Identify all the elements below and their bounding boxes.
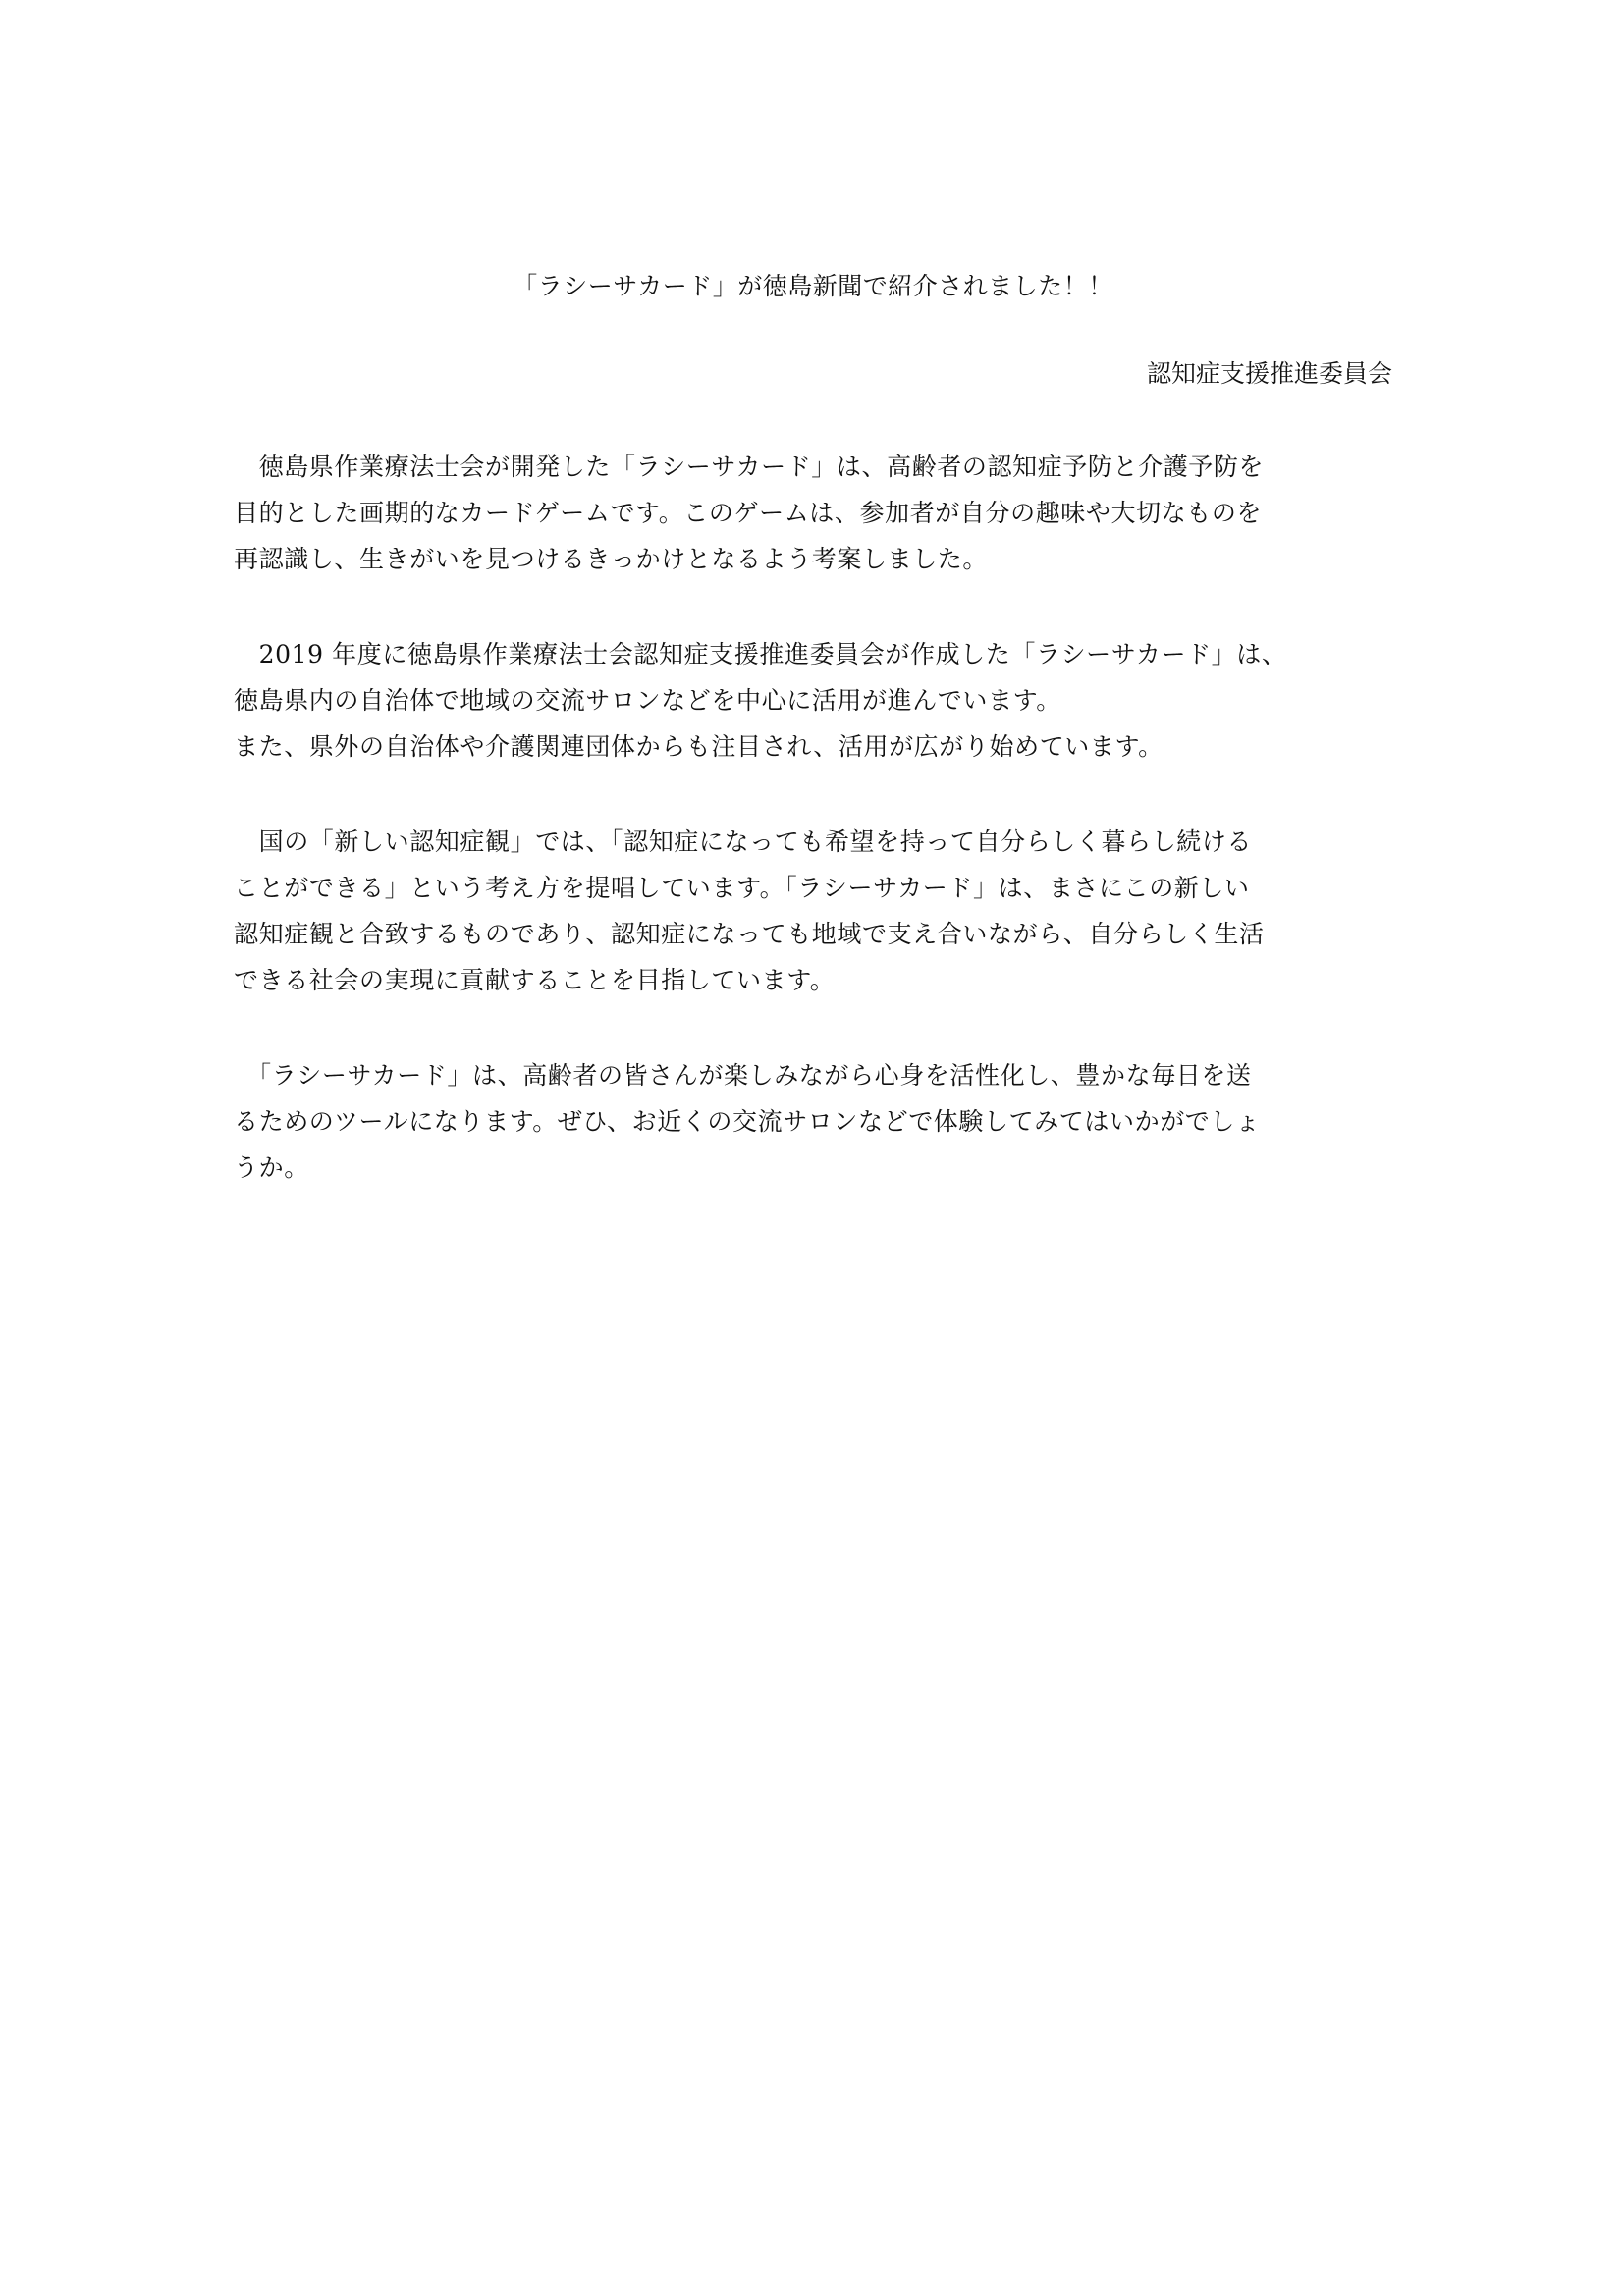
paragraph-line: 「ラシーサカード」は、高齢者の皆さんが楽しみながら心身を活性化し、豊かな毎日を送 bbox=[234, 1061, 1252, 1090]
paragraph-2 bbox=[234, 631, 1392, 770]
paragraph-line: ことができる」という考え方を提唱しています。「ラシーサカード」は、まさにこの新しい bbox=[234, 874, 1250, 902]
paragraph-line: 目的とした画期的なカードゲームです。このゲームは、参加者が自分の趣味や大切なものを bbox=[234, 499, 1263, 527]
paragraph-line: 徳島県作業療法士会が開発した「ラシーサカード」は、高齢者の認知症予防と介護予防を bbox=[234, 453, 1265, 481]
paragraph-line: 徳島県内の自治体で地域の交流サロンなどを中心に活用が進んでいます。 bbox=[234, 686, 1061, 715]
document-author: 認知症支援推進委員会 bbox=[1146, 359, 1392, 388]
paragraph-1 bbox=[234, 444, 1392, 582]
paragraph-line: るためのツールになります。ぜひ、お近くの交流サロンなどで体験してみてはいかがでしょ bbox=[234, 1107, 1261, 1136]
paragraph-line: 再認識し、生きがいを見つけるきっかけとなるよう考案しました。 bbox=[234, 545, 989, 573]
paragraph-line: また、県外の自治体や介護関連団体からも注目され、活用が広がり始めています。 bbox=[234, 732, 1164, 761]
document-body bbox=[234, 267, 1392, 1191]
paragraph-3 bbox=[234, 819, 1392, 1003]
paragraph-line: 国の「新しい認知症観」では、「認知症になっても希望を持って自分らしく暮らし続ける bbox=[234, 828, 1253, 856]
paragraph-line: 2019 年度に徳島県作業療法士会認知症支援推進委員会が作成した「ラシーサカード」は、 bbox=[234, 640, 1287, 668]
paragraph-line: 認知症観と合致するものであり、認知症になっても地域で支え合いながら、自分らしく生活 bbox=[234, 920, 1265, 948]
paragraph-line: できる社会の実現に貢献することを目指しています。 bbox=[234, 966, 836, 994]
paragraph-line: うか。 bbox=[234, 1153, 309, 1182]
paragraph-4 bbox=[234, 1052, 1392, 1191]
document-title: 「ラシーサカード」が徳島新聞で紹介されました！！ bbox=[513, 272, 1113, 300]
